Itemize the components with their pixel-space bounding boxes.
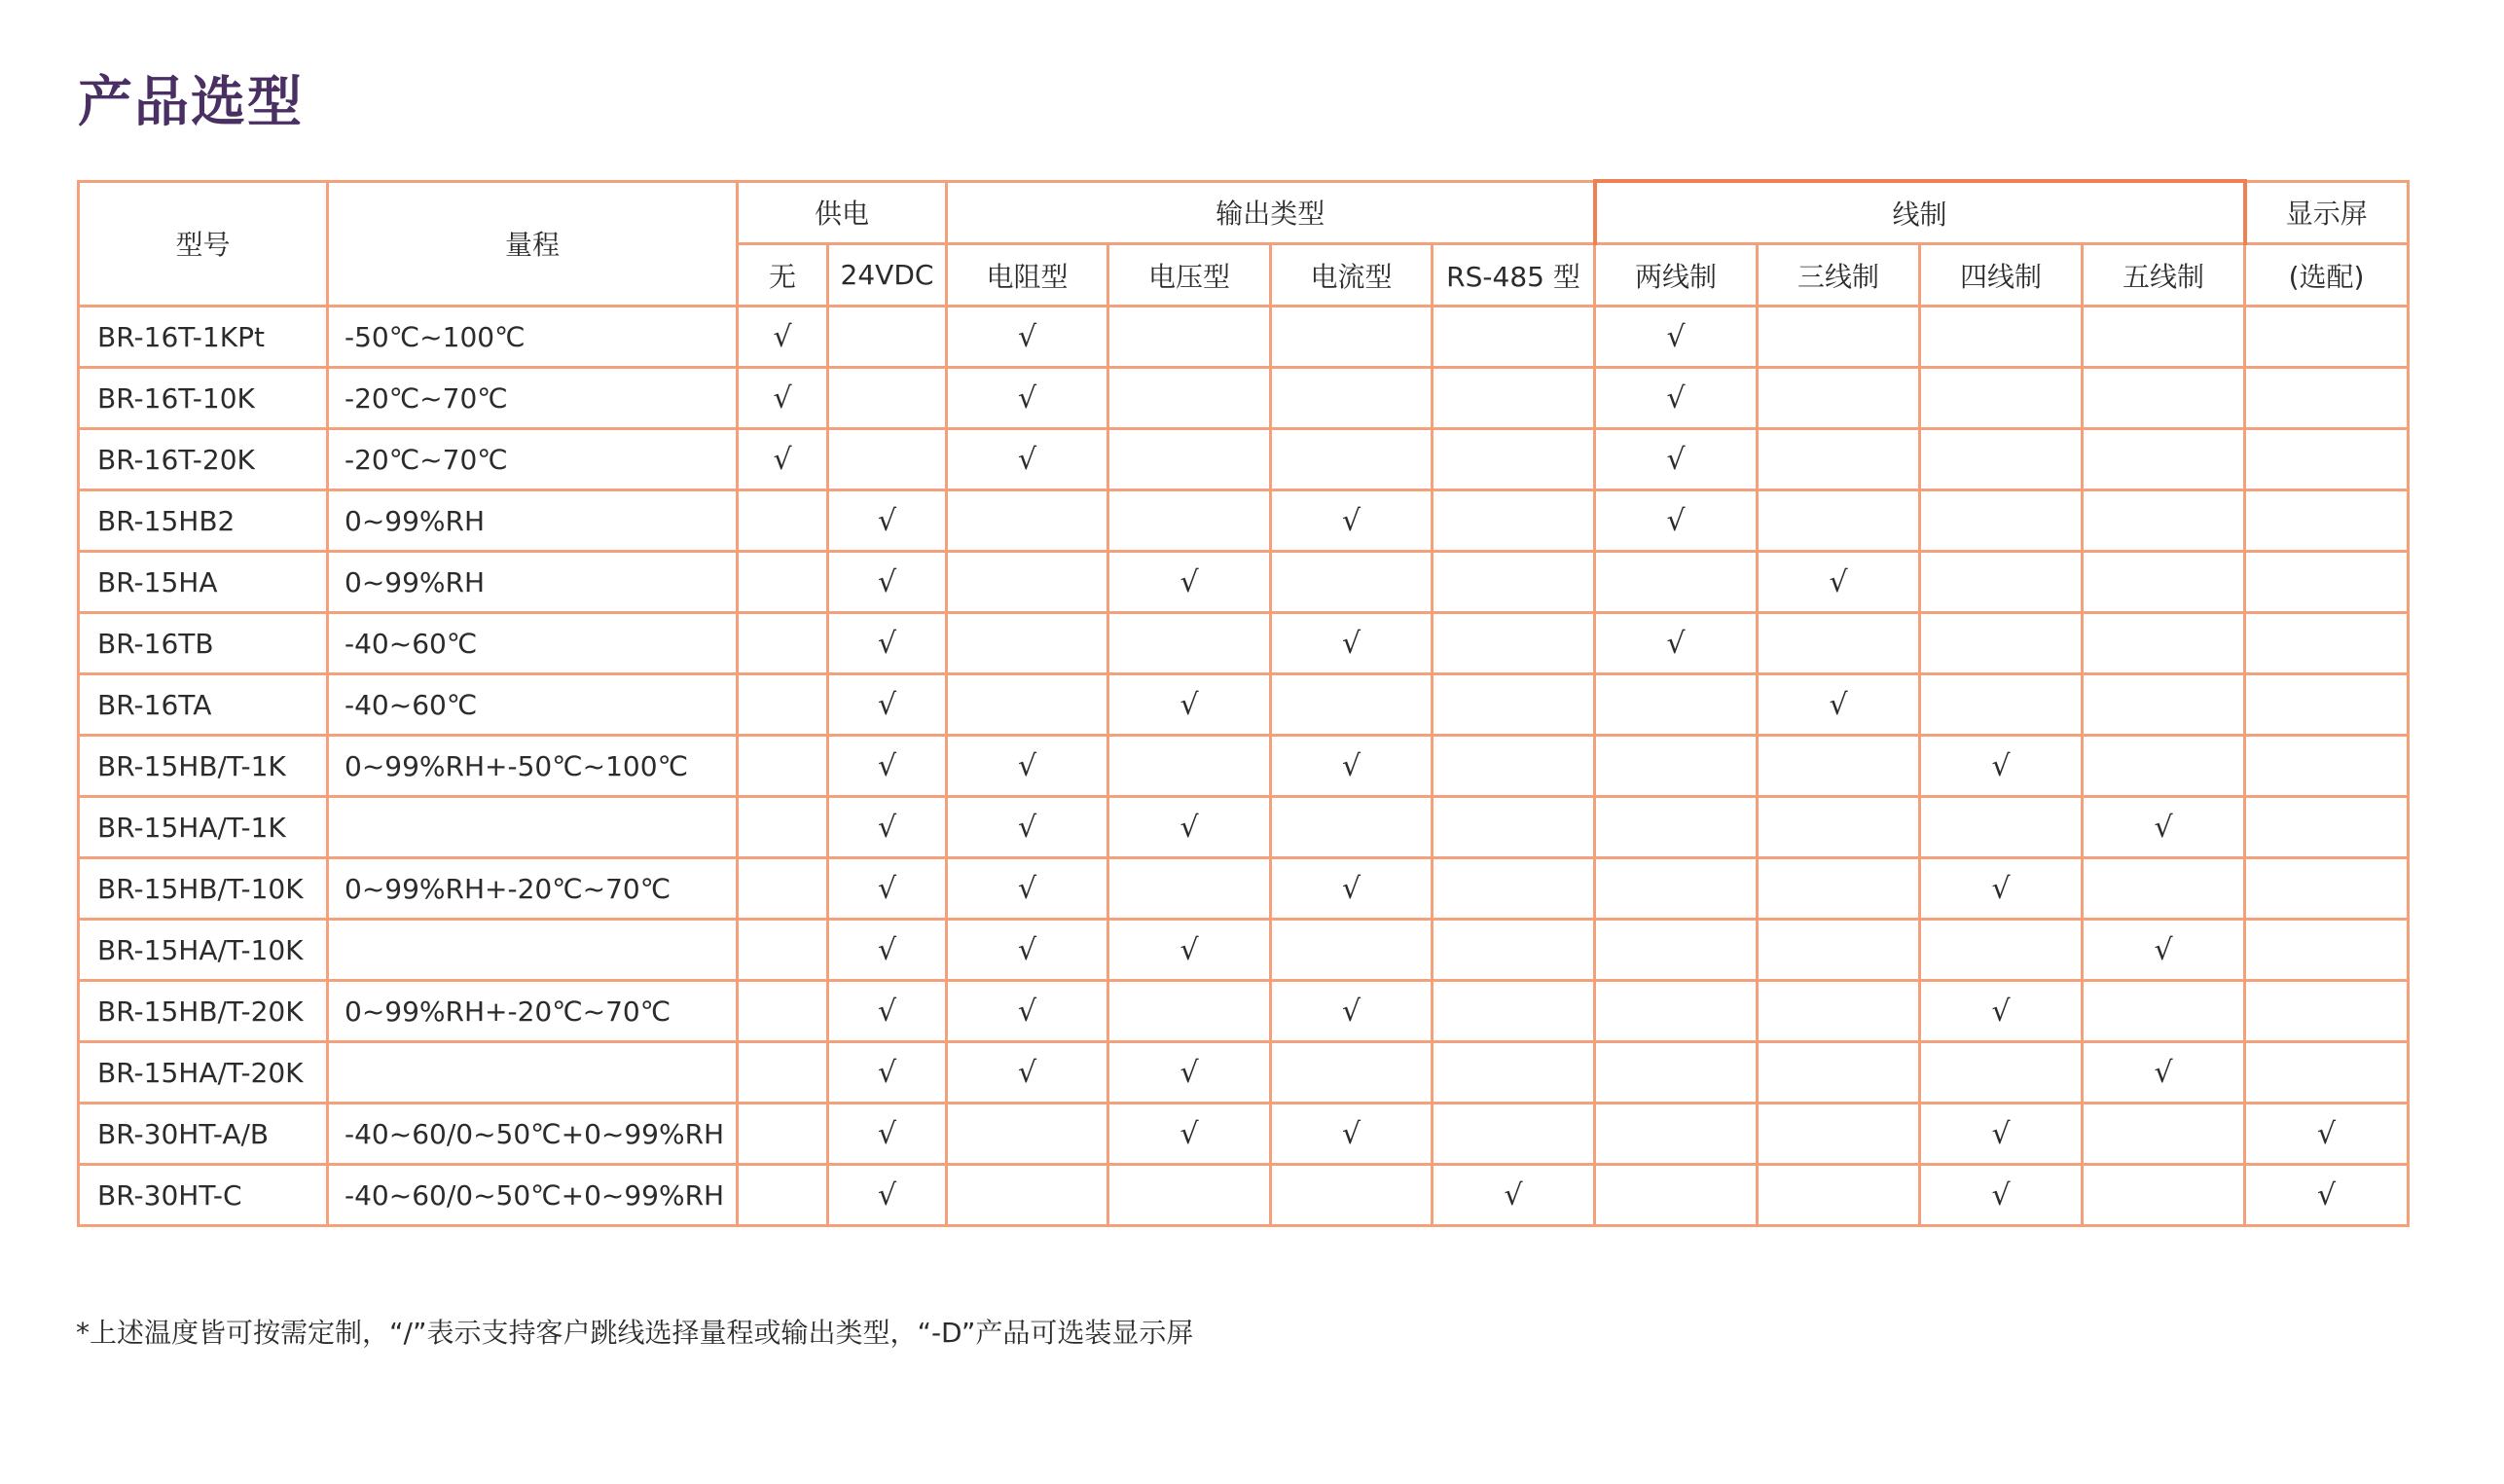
cell-wiring-five	[2083, 368, 2245, 429]
cell-power-none	[738, 674, 828, 736]
cell-output-resistance	[947, 1165, 1108, 1226]
check-mark: √	[1829, 564, 1848, 599]
cell-wiring-two	[1595, 490, 1758, 552]
table-row	[79, 490, 2409, 552]
cell-display	[2245, 981, 2409, 1042]
cell-output-rs485	[1433, 307, 1595, 368]
table-row	[79, 674, 2409, 736]
cell-model: BR-15HA/T-10K	[79, 920, 328, 981]
check-mark: √	[1179, 810, 1199, 845]
header-display-optional: (选配)	[2245, 244, 2409, 307]
cell-power-none	[738, 736, 828, 797]
footnote: *上述温度皆可按需定制，“/”表示支持客户跳线选择量程或输出类型，“-D”产品可选装显示屏	[76, 1317, 1194, 1349]
cell-wiring-two	[1595, 1104, 1758, 1165]
check-mark: √	[1829, 687, 1848, 722]
cell-output-rs485	[1433, 674, 1595, 736]
cell-wiring-four	[1920, 858, 2083, 920]
cell-output-current	[1271, 307, 1433, 368]
header-output-current: 电流型	[1271, 244, 1433, 307]
cell-wiring-three	[1758, 981, 1920, 1042]
cell-output-current	[1271, 490, 1433, 552]
cell-power-24vdc	[828, 920, 947, 981]
cell-wiring-four	[1920, 307, 2083, 368]
check-mark: √	[1179, 932, 1199, 967]
check-mark: √	[1017, 994, 1037, 1029]
check-mark: √	[1341, 994, 1361, 1029]
cell-output-voltage	[1108, 1042, 1271, 1104]
check-mark: √	[1179, 1116, 1199, 1151]
cell-wiring-three	[1758, 613, 1920, 674]
cell-output-rs485	[1433, 490, 1595, 552]
check-mark: √	[773, 442, 792, 477]
cell-wiring-four	[1920, 736, 2083, 797]
header-output-rs485: RS-485 型	[1433, 244, 1595, 307]
cell-wiring-five	[2083, 1104, 2245, 1165]
check-mark: √	[877, 564, 897, 599]
check-mark: √	[1179, 1055, 1199, 1090]
cell-wiring-two	[1595, 552, 1758, 613]
cell-wiring-four	[1920, 490, 2083, 552]
cell-output-resistance	[947, 920, 1108, 981]
cell-output-current	[1271, 858, 1433, 920]
cell-output-rs485	[1433, 736, 1595, 797]
cell-power-24vdc	[828, 613, 947, 674]
cell-wiring-two	[1595, 736, 1758, 797]
cell-model: BR-16T-1KPt	[79, 307, 328, 368]
cell-wiring-three	[1758, 1104, 1920, 1165]
check-mark: √	[1017, 442, 1037, 477]
cell-model: BR-15HA	[79, 552, 328, 613]
cell-model: BR-15HB2	[79, 490, 328, 552]
cell-wiring-five	[2083, 429, 2245, 490]
cell-wiring-five	[2083, 981, 2245, 1042]
cell-output-rs485	[1433, 981, 1595, 1042]
check-mark: √	[2154, 1055, 2173, 1090]
cell-display	[2245, 307, 2409, 368]
check-mark: √	[1017, 810, 1037, 845]
check-mark: √	[1179, 564, 1199, 599]
check-mark: √	[773, 319, 792, 354]
check-mark: √	[1017, 748, 1037, 783]
cell-model: BR-15HB/T-10K	[79, 858, 328, 920]
cell-power-24vdc	[828, 858, 947, 920]
cell-output-voltage	[1108, 797, 1271, 858]
cell-output-resistance	[947, 1104, 1108, 1165]
table-row	[79, 1165, 2409, 1226]
cell-wiring-two	[1595, 307, 1758, 368]
check-mark: √	[877, 810, 897, 845]
header-model: 型号	[79, 181, 328, 307]
cell-wiring-five	[2083, 674, 2245, 736]
check-mark: √	[1991, 994, 2011, 1029]
cell-output-voltage	[1108, 307, 1271, 368]
check-mark: √	[877, 871, 897, 906]
cell-model: BR-16TA	[79, 674, 328, 736]
cell-output-resistance	[947, 490, 1108, 552]
check-mark: √	[877, 1055, 897, 1090]
cell-wiring-two	[1595, 674, 1758, 736]
cell-range	[328, 1042, 738, 1104]
cell-wiring-four	[1920, 981, 2083, 1042]
cell-wiring-three	[1758, 736, 1920, 797]
cell-power-none	[738, 368, 828, 429]
cell-range: -40~60/0~50℃+0~99%RH	[328, 1104, 738, 1165]
cell-output-voltage	[1108, 490, 1271, 552]
cell-wiring-five	[2083, 858, 2245, 920]
cell-display	[2245, 1042, 2409, 1104]
cell-model: BR-16TB	[79, 613, 328, 674]
cell-output-rs485	[1433, 920, 1595, 981]
cell-output-resistance	[947, 552, 1108, 613]
cell-power-none	[738, 981, 828, 1042]
check-mark: √	[1017, 871, 1037, 906]
cell-display	[2245, 797, 2409, 858]
table-row	[79, 368, 2409, 429]
cell-range: -20℃~70℃	[328, 368, 738, 429]
cell-wiring-two	[1595, 368, 1758, 429]
cell-output-resistance	[947, 613, 1108, 674]
cell-output-current	[1271, 920, 1433, 981]
header-wiring-five: 五线制	[2083, 244, 2245, 307]
header-row-groups	[79, 181, 2409, 244]
cell-display	[2245, 1165, 2409, 1226]
cell-power-none	[738, 858, 828, 920]
cell-power-none	[738, 920, 828, 981]
table-body	[79, 307, 2409, 1226]
check-mark: √	[2154, 932, 2173, 967]
cell-wiring-three	[1758, 1042, 1920, 1104]
cell-wiring-five	[2083, 613, 2245, 674]
cell-power-none	[738, 613, 828, 674]
cell-wiring-two	[1595, 858, 1758, 920]
header-output-group: 输出类型	[947, 181, 1595, 244]
cell-output-current	[1271, 797, 1433, 858]
cell-output-rs485	[1433, 858, 1595, 920]
cell-output-rs485	[1433, 1042, 1595, 1104]
cell-wiring-two	[1595, 1165, 1758, 1226]
cell-output-voltage	[1108, 1104, 1271, 1165]
check-mark: √	[1991, 748, 2011, 783]
check-mark: √	[877, 748, 897, 783]
header-power-24vdc: 24VDC	[828, 244, 947, 307]
cell-output-rs485	[1433, 613, 1595, 674]
cell-output-current	[1271, 1165, 1433, 1226]
cell-wiring-five	[2083, 307, 2245, 368]
cell-wiring-four	[1920, 1042, 2083, 1104]
cell-wiring-two	[1595, 797, 1758, 858]
cell-display	[2245, 368, 2409, 429]
cell-range: 0~99%RH+-20℃~70℃	[328, 858, 738, 920]
cell-wiring-three	[1758, 1165, 1920, 1226]
check-mark: √	[1504, 1177, 1523, 1213]
cell-display	[2245, 613, 2409, 674]
check-mark: √	[877, 1116, 897, 1151]
cell-power-24vdc	[828, 981, 947, 1042]
cell-display	[2245, 1104, 2409, 1165]
table-row	[79, 429, 2409, 490]
cell-model: BR-15HB/T-1K	[79, 736, 328, 797]
cell-model: BR-15HA/T-20K	[79, 1042, 328, 1104]
check-mark: √	[1017, 380, 1037, 416]
header-power-none: 无	[738, 244, 828, 307]
cell-power-none	[738, 490, 828, 552]
table-row	[79, 307, 2409, 368]
check-mark: √	[1017, 1055, 1037, 1090]
cell-wiring-five	[2083, 797, 2245, 858]
cell-display	[2245, 858, 2409, 920]
check-mark: √	[1666, 442, 1686, 477]
cell-output-resistance	[947, 1042, 1108, 1104]
cell-display	[2245, 920, 2409, 981]
cell-output-voltage	[1108, 613, 1271, 674]
cell-power-none	[738, 552, 828, 613]
table-row	[79, 613, 2409, 674]
header-wiring-two: 两线制	[1595, 244, 1758, 307]
cell-wiring-four	[1920, 920, 2083, 981]
cell-power-none	[738, 1165, 828, 1226]
check-mark: √	[1341, 871, 1361, 906]
cell-range: -40~60℃	[328, 613, 738, 674]
cell-wiring-five	[2083, 490, 2245, 552]
cell-wiring-five	[2083, 1165, 2245, 1226]
check-mark: √	[1179, 687, 1199, 722]
cell-wiring-five	[2083, 920, 2245, 981]
check-mark: √	[877, 932, 897, 967]
cell-power-none	[738, 1042, 828, 1104]
table-row	[79, 1104, 2409, 1165]
cell-power-none	[738, 1104, 828, 1165]
cell-range: 0~99%RH+-50℃~100℃	[328, 736, 738, 797]
header-output-resistance: 电阻型	[947, 244, 1108, 307]
cell-output-voltage	[1108, 1165, 1271, 1226]
cell-wiring-two	[1595, 981, 1758, 1042]
check-mark: √	[1991, 1116, 2011, 1151]
cell-output-current	[1271, 368, 1433, 429]
cell-wiring-five	[2083, 1042, 2245, 1104]
check-mark: √	[773, 380, 792, 416]
cell-output-voltage	[1108, 368, 1271, 429]
cell-range: -40~60℃	[328, 674, 738, 736]
check-mark: √	[877, 687, 897, 722]
check-mark: √	[877, 994, 897, 1029]
check-mark: √	[1666, 626, 1686, 661]
check-mark: √	[1341, 503, 1361, 538]
cell-power-24vdc	[828, 736, 947, 797]
cell-output-voltage	[1108, 736, 1271, 797]
cell-output-rs485	[1433, 1165, 1595, 1226]
cell-power-24vdc	[828, 1042, 947, 1104]
cell-display	[2245, 490, 2409, 552]
cell-output-resistance	[947, 429, 1108, 490]
header-range: 量程	[328, 181, 738, 307]
cell-output-voltage	[1108, 920, 1271, 981]
check-mark: √	[877, 503, 897, 538]
cell-power-none	[738, 797, 828, 858]
check-mark: √	[1666, 380, 1686, 416]
cell-output-current	[1271, 1104, 1433, 1165]
cell-output-current	[1271, 981, 1433, 1042]
cell-power-none	[738, 429, 828, 490]
cell-range	[328, 797, 738, 858]
cell-output-resistance	[947, 307, 1108, 368]
cell-wiring-three	[1758, 920, 1920, 981]
check-mark: √	[877, 1177, 897, 1213]
cell-wiring-three	[1758, 490, 1920, 552]
cell-wiring-four	[1920, 797, 2083, 858]
check-mark: √	[1666, 319, 1686, 354]
cell-power-24vdc	[828, 429, 947, 490]
cell-output-resistance	[947, 674, 1108, 736]
header-power-group: 供电	[738, 181, 947, 244]
cell-power-24vdc	[828, 674, 947, 736]
cell-output-current	[1271, 613, 1433, 674]
check-mark: √	[1991, 871, 2011, 906]
header-output-voltage: 电压型	[1108, 244, 1271, 307]
product-selection-table	[77, 179, 2410, 1227]
check-mark: √	[1991, 1177, 2011, 1213]
check-mark: √	[2316, 1177, 2337, 1213]
cell-wiring-three	[1758, 307, 1920, 368]
cell-wiring-two	[1595, 920, 1758, 981]
cell-output-voltage	[1108, 429, 1271, 490]
cell-output-rs485	[1433, 1104, 1595, 1165]
table-row	[79, 736, 2409, 797]
cell-display	[2245, 674, 2409, 736]
table-row	[79, 1042, 2409, 1104]
cell-power-24vdc	[828, 490, 947, 552]
cell-model: BR-16T-20K	[79, 429, 328, 490]
check-mark: √	[2154, 810, 2173, 845]
cell-wiring-two	[1595, 613, 1758, 674]
cell-output-rs485	[1433, 552, 1595, 613]
header-display: 显示屏	[2245, 181, 2409, 244]
check-mark: √	[1666, 503, 1686, 538]
cell-range: -50℃~100℃	[328, 307, 738, 368]
check-mark: √	[1017, 319, 1037, 354]
cell-display	[2245, 429, 2409, 490]
cell-range: 0~99%RH	[328, 490, 738, 552]
check-mark: √	[1341, 748, 1361, 783]
header-wiring-four: 四线制	[1920, 244, 2083, 307]
cell-power-24vdc	[828, 368, 947, 429]
cell-output-current	[1271, 674, 1433, 736]
cell-model: BR-16T-10K	[79, 368, 328, 429]
header-wiring-three: 三线制	[1758, 244, 1920, 307]
cell-output-current	[1271, 1042, 1433, 1104]
check-mark: √	[1017, 932, 1037, 967]
cell-range: -40~60/0~50℃+0~99%RH	[328, 1165, 738, 1226]
cell-output-rs485	[1433, 429, 1595, 490]
cell-output-resistance	[947, 858, 1108, 920]
cell-output-current	[1271, 736, 1433, 797]
cell-output-voltage	[1108, 552, 1271, 613]
cell-wiring-four	[1920, 368, 2083, 429]
cell-wiring-four	[1920, 429, 2083, 490]
cell-wiring-two	[1595, 1042, 1758, 1104]
cell-wiring-five	[2083, 736, 2245, 797]
cell-model: BR-15HB/T-20K	[79, 981, 328, 1042]
cell-output-voltage	[1108, 858, 1271, 920]
cell-display	[2245, 552, 2409, 613]
cell-wiring-three	[1758, 552, 1920, 613]
cell-wiring-two	[1595, 429, 1758, 490]
cell-wiring-four	[1920, 613, 2083, 674]
cell-power-24vdc	[828, 552, 947, 613]
check-mark: √	[877, 626, 897, 661]
cell-output-resistance	[947, 797, 1108, 858]
table-row	[79, 981, 2409, 1042]
cell-power-24vdc	[828, 797, 947, 858]
cell-wiring-four	[1920, 674, 2083, 736]
cell-wiring-four	[1920, 1165, 2083, 1226]
cell-wiring-five	[2083, 552, 2245, 613]
cell-range	[328, 920, 738, 981]
cell-range: 0~99%RH+-20℃~70℃	[328, 981, 738, 1042]
cell-output-resistance	[947, 981, 1108, 1042]
table-row	[79, 858, 2409, 920]
cell-wiring-three	[1758, 797, 1920, 858]
header-wiring-group: 线制	[1595, 181, 2245, 244]
cell-wiring-three	[1758, 429, 1920, 490]
cell-power-24vdc	[828, 1104, 947, 1165]
table-row	[79, 920, 2409, 981]
check-mark: √	[1341, 1116, 1361, 1151]
cell-display	[2245, 736, 2409, 797]
cell-wiring-three	[1758, 674, 1920, 736]
check-mark: √	[2316, 1116, 2337, 1151]
cell-wiring-three	[1758, 858, 1920, 920]
table-row	[79, 552, 2409, 613]
cell-output-voltage	[1108, 674, 1271, 736]
cell-power-none	[738, 307, 828, 368]
cell-output-rs485	[1433, 797, 1595, 858]
cell-model: BR-15HA/T-1K	[79, 797, 328, 858]
cell-output-current	[1271, 552, 1433, 613]
page-title: 产品选型	[78, 71, 304, 134]
cell-power-24vdc	[828, 307, 947, 368]
table-header	[79, 181, 2409, 307]
cell-output-resistance	[947, 368, 1108, 429]
check-mark: √	[1341, 626, 1361, 661]
table-row	[79, 797, 2409, 858]
cell-wiring-four	[1920, 1104, 2083, 1165]
cell-wiring-three	[1758, 368, 1920, 429]
cell-range: 0~99%RH	[328, 552, 738, 613]
cell-range: -20℃~70℃	[328, 429, 738, 490]
cell-model: BR-30HT-C	[79, 1165, 328, 1226]
cell-output-rs485	[1433, 368, 1595, 429]
cell-wiring-four	[1920, 552, 2083, 613]
cell-output-resistance	[947, 736, 1108, 797]
cell-power-24vdc	[828, 1165, 947, 1226]
cell-output-voltage	[1108, 981, 1271, 1042]
cell-model: BR-30HT-A/B	[79, 1104, 328, 1165]
cell-output-current	[1271, 429, 1433, 490]
